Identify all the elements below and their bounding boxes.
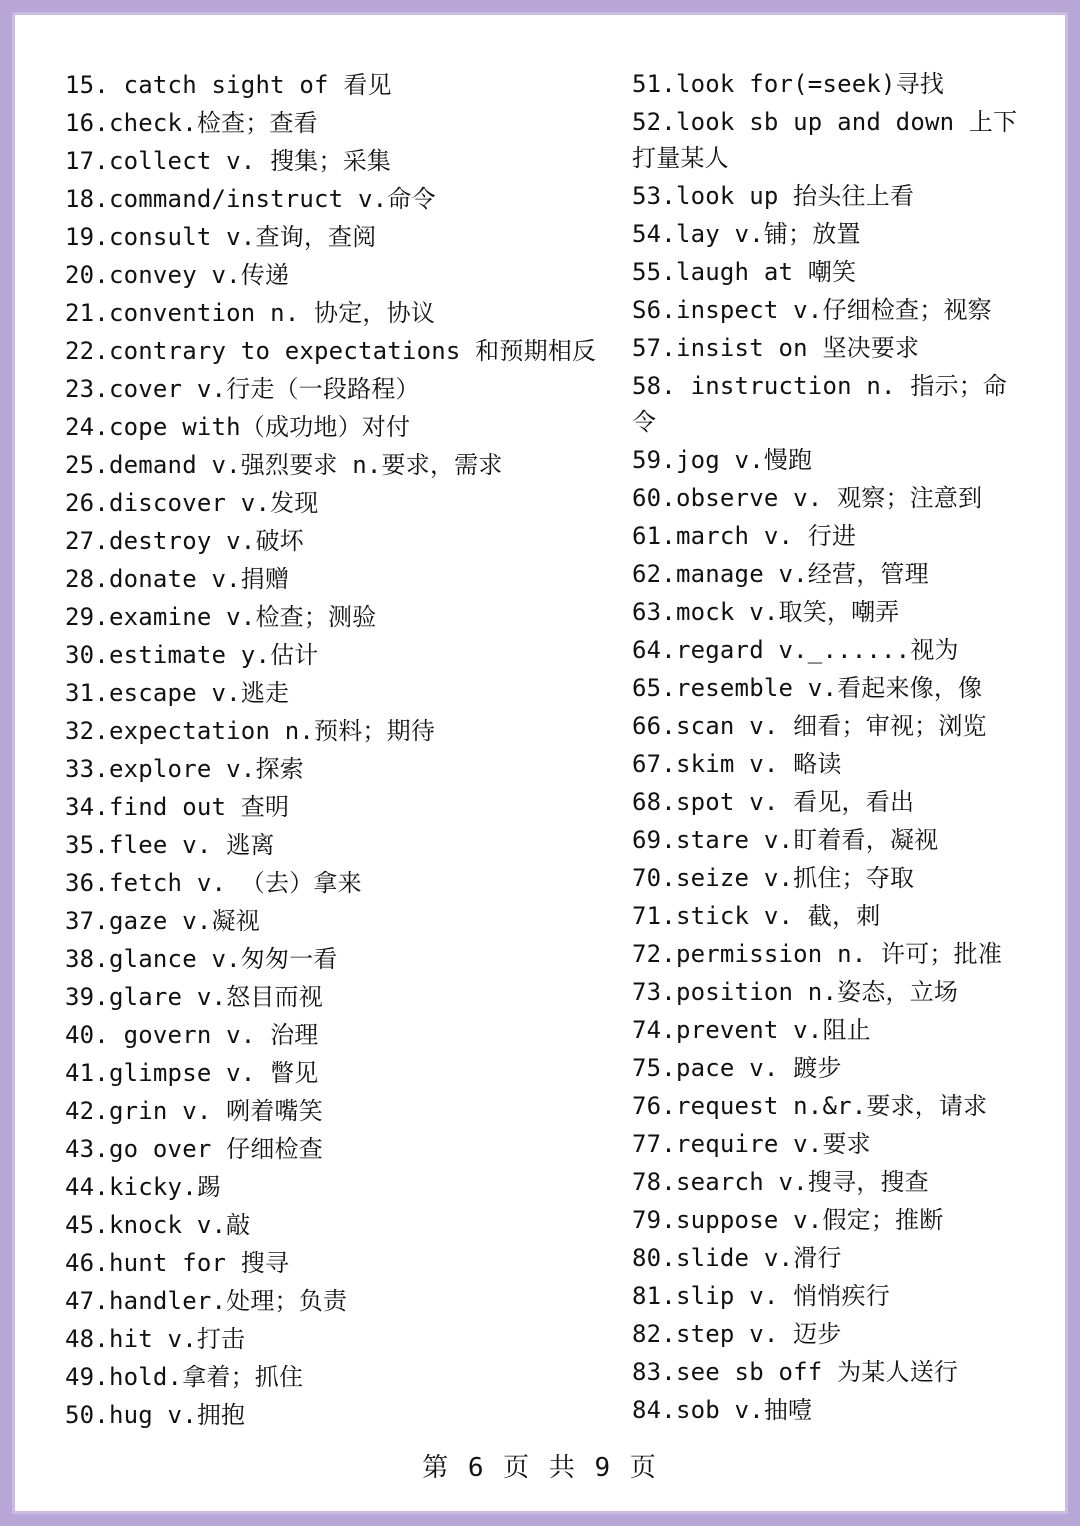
vocab-entry: 31.escape v.逃走 [65,679,290,707]
vocab-entry: 75.pace v. 踱步 [632,1054,842,1082]
vocab-entry: 84.sob v.抽噎 [632,1396,813,1424]
vocab-entry: 68.spot v. 看见，看出 [632,788,915,816]
vocab-entry: 49.hold.拿着；抓住 [65,1363,304,1391]
vocab-entry: 64.regard v._......视为 [632,636,959,664]
vocab-entry: 50.hug v.拥抱 [65,1401,246,1429]
page-footer: 第 6 页 共 9 页 [422,1453,658,1483]
vocab-entry: 82.step v. 迈步 [632,1320,842,1348]
vocab-entry: S6.inspect v.仔细检查；视察 [632,296,992,324]
vocab-entry: 23.cover v.行走（一段路程） [65,375,420,403]
vocab-entry: 54.lay v.铺；放置 [632,220,861,248]
vocab-entry: 37.gaze v.凝视 [65,907,260,935]
vocab-entry: 20.convey v.传递 [65,261,290,289]
vocab-entry: 83.see sb off 为某人送行 [632,1358,959,1386]
vocab-entry: 59.jog v.慢跑 [632,446,813,474]
vocab-entry: 52.look sb up and down 上下打量某人 [632,108,1018,172]
vocab-entry: 43.go over 仔细检查 [65,1135,323,1163]
vocab-entry: 28.donate v.捐赠 [65,565,290,593]
vocab-entry: 67.skim v. 略读 [632,750,842,778]
vocab-entry: 48.hit v.打击 [65,1325,246,1353]
vocab-entry: 61.march v. 行进 [632,522,857,550]
vocab-entry: 46.hunt for 搜寻 [65,1249,290,1277]
vocab-entry: 60.observe v. 观察；注意到 [632,484,983,512]
vocab-entry: 62.manage v.经营，管理 [632,560,929,588]
vocab-entry: 26.discover v.发现 [65,489,319,517]
vocab-entry: 29.examine v.检查；测验 [65,603,377,631]
vocab-entry: 38.glance v.匆匆一看 [65,945,338,973]
vocab-entry: 53.look up 抬头往上看 [632,182,915,210]
vocab-entry: 24.cope with（成功地）对付 [65,413,411,441]
vocab-entry: 55.laugh at 嘲笑 [632,258,857,286]
document-page [22,22,1058,1504]
vocab-entry: 33.explore v.探索 [65,755,304,783]
vocab-entry: 30.estimate y.估计 [65,641,319,669]
vocab-entry: 76.request n.&r.要求，请求 [632,1092,988,1120]
vocab-entry: 32.expectation n.预料；期待 [65,717,436,745]
vocab-entry: 22.contrary to expectations 和预期相反 [65,337,597,365]
vocab-entry: 79.suppose v.假定；推断 [632,1206,944,1234]
vocab-entry: 15. catch sight of 看见 [65,71,392,99]
vocab-entry: 72.permission n. 许可；批准 [632,940,1003,968]
vocab-entry: 51.look for(=seek)寻找 [632,70,945,98]
vocab-entry: 73.position n.姿态，立场 [632,978,959,1006]
vocab-entry: 71.stick v. 截，刺 [632,902,881,930]
right-vocab-column [632,66,1022,1430]
vocab-entry: 21.convention n. 协定，协议 [65,299,436,327]
vocab-entry: 80.slide v.滑行 [632,1244,842,1272]
vocab-entry: 36.fetch v. （去）拿来 [65,869,362,897]
vocab-entry: 44.kicky.踢 [65,1173,222,1201]
vocab-entry: 35.flee v. 逃离 [65,831,275,859]
vocab-entry: 41.glimpse v. 瞥见 [65,1059,319,1087]
vocab-entry: 69.stare v.盯着看，凝视 [632,826,939,854]
vocab-entry: 77.require v.要求 [632,1130,871,1158]
vocab-entry: 47.handler.处理；负责 [65,1287,348,1315]
left-vocab-column [65,66,595,1434]
vocab-entry: 81.slip v. 悄悄疾行 [632,1282,890,1310]
vocab-entry: 19.consult v.查询，查阅 [65,223,377,251]
vocab-entry: 34.find out 查明 [65,793,290,821]
vocab-entry: 74.prevent v.阻止 [632,1016,871,1044]
vocab-entry: 42.grin v. 咧着嘴笑 [65,1097,323,1125]
vocab-entry: 17.collect v. 搜集；采集 [65,147,392,175]
vocab-entry: 65.resemble v.看起来像，像 [632,674,983,702]
vocab-entry: 63.mock v.取笑，嘲弄 [632,598,900,626]
vocab-entry: 45.knock v.敲 [65,1211,251,1239]
vocab-entry: 40. govern v. 治理 [65,1021,319,1049]
vocab-entry: 70.seize v.抓住；夺取 [632,864,915,892]
vocab-entry: 66.scan v. 细看；审视；浏览 [632,712,987,740]
vocab-entry: 57.insist on 坚决要求 [632,334,920,362]
vocab-entry: 39.glare v.怒目而视 [65,983,323,1011]
vocab-entry: 58. instruction n. 指示；命令 [632,372,1008,436]
vocab-entry: 16.check.检查；查看 [65,109,318,137]
vocab-entry: 25.demand v.强烈要求 n.要求，需求 [65,451,503,479]
vocab-entry: 27.destroy v.破坏 [65,527,304,555]
vocab-entry: 78.search v.搜寻，搜查 [632,1168,929,1196]
vocab-entry: 18.command/instruct v.命令 [65,185,436,213]
